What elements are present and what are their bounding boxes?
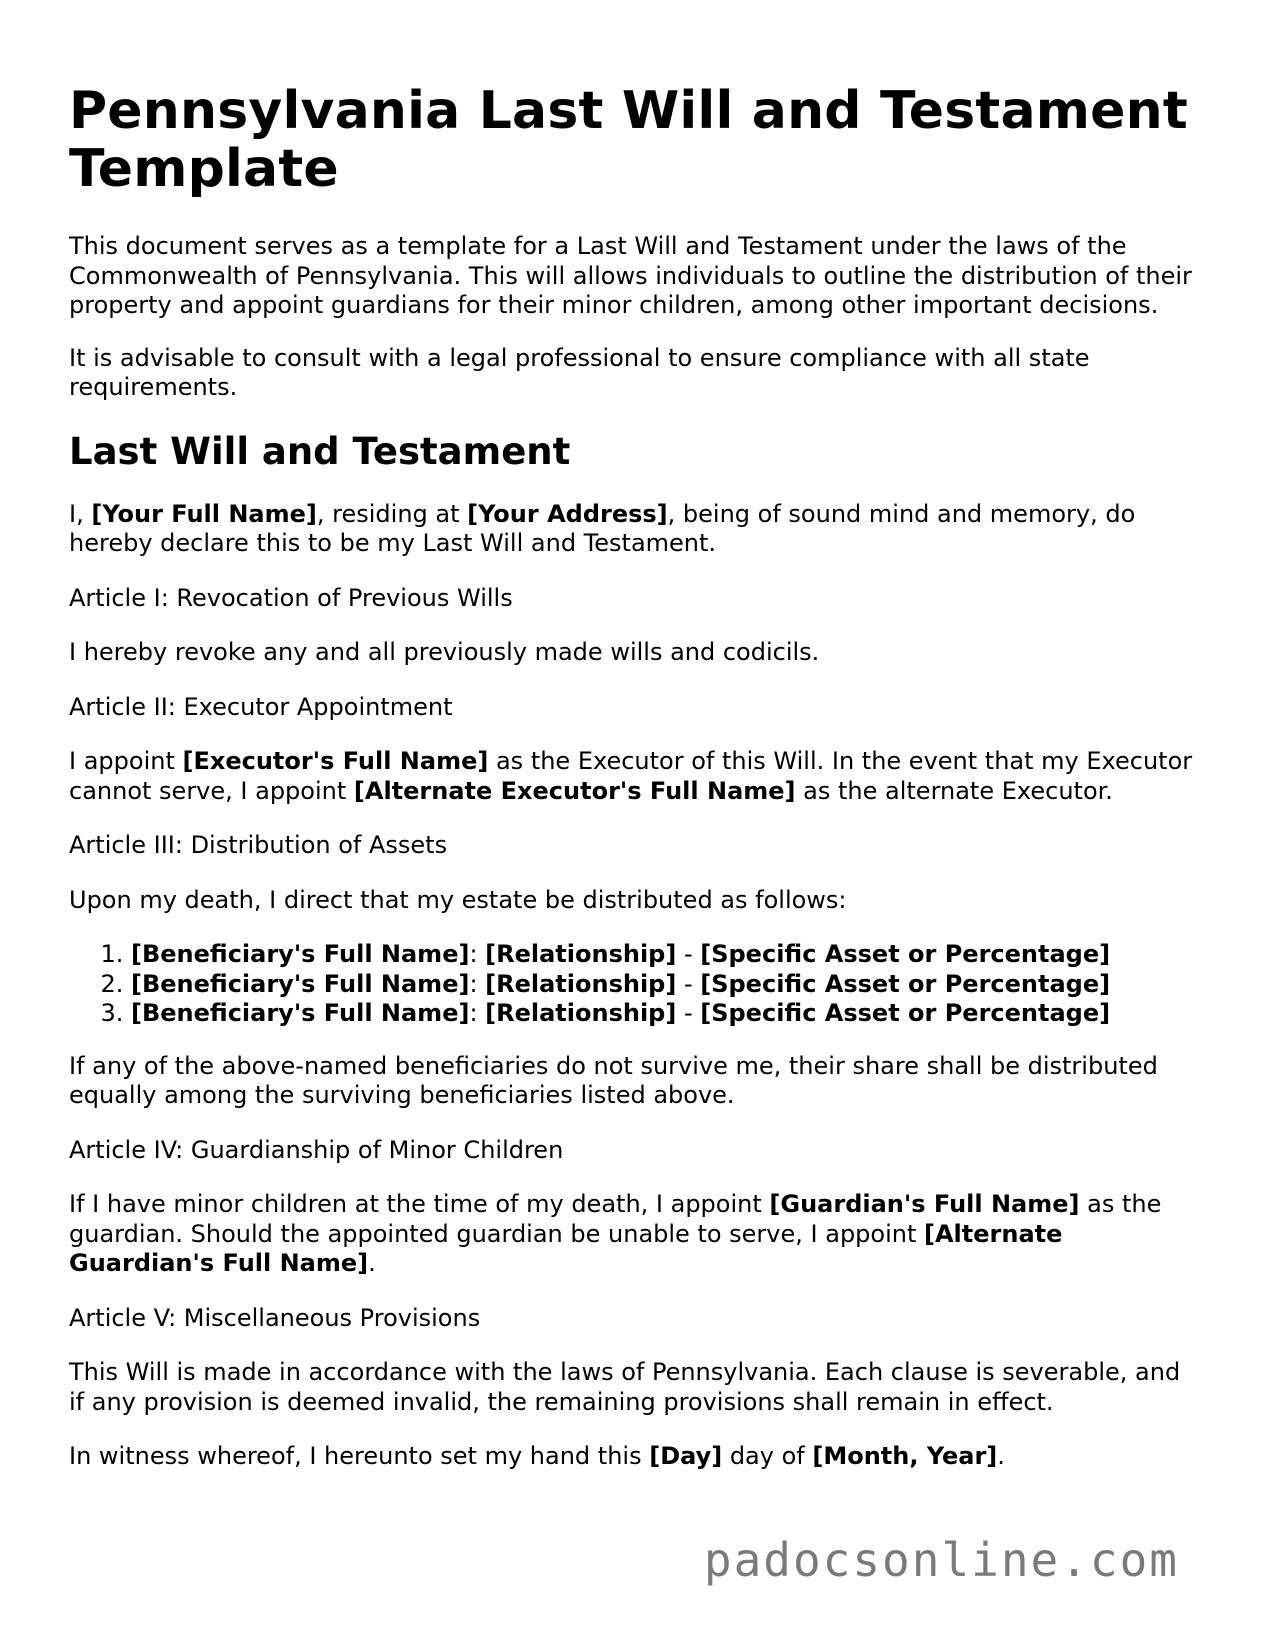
intro-paragraph: This document serves as a template for a Last Will and Testament under the laws of the Commonwealth of Pennsylvania. This will allows individuals to outline the distribution of their property and appoint guardians for their minor children, among other important decisions.: [69, 232, 1192, 319]
article-5-heading: Article V: Miscellaneous Provisions: [69, 1303, 481, 1332]
alternate-guardian-placeholder: [Alternate Guardian's Full Name]: [69, 1219, 1063, 1277]
beneficiary-item: 2. [Beneficiary's Full Name]: [Relationship] - [Specific Asset or Percentage]: [131, 970, 1199, 1000]
article-4-heading: Article IV: Guardianship of Minor Children: [69, 1135, 564, 1164]
beneficiary-item: 3. [Beneficiary's Full Name]: [Relationship] - [Specific Asset or Percentage]: [131, 999, 1199, 1029]
section-title: Last Will and Testament: [69, 429, 571, 473]
article-2-heading: Article II: Executor Appointment: [69, 692, 453, 721]
article-4-body: If I have minor children at the time of my death, I appoint [Guardian's Full Name] as the guardian. Should the appointed guardian be unable to serve, I appoint [Alternate Guardian's Full Name].: [69, 1190, 1162, 1277]
article-1-body: I hereby revoke any and all previously made wills and codicils.: [69, 638, 820, 666]
witness-paragraph: In witness whereof, I hereunto set my hand this [Day] day of [Month, Year].: [69, 1442, 1005, 1470]
article-2-body: I appoint [Executor's Full Name] as the Executor of this Will. In the event that my Executor cannot serve, I appoint [Alternate Executor's Full Name] as the alternate Executor.: [69, 747, 1193, 805]
day-placeholder: [Day]: [649, 1442, 723, 1470]
article-3-closing: If any of the above-named beneficiaries do not survive me, their share shall be distributed equally among the surviving beneficiaries listed above.: [69, 1051, 1158, 1109]
your-name-placeholder: [Your Full Name]: [91, 499, 317, 528]
article-3-intro: Upon my death, I direct that my estate be distributed as follows:: [69, 885, 847, 914]
declaration-paragraph: I, [Your Full Name], residing at [Your Address], being of sound mind and memory, do hereby declare this to be my Last Will and Testament.: [69, 499, 1136, 557]
article-3-heading: Article III: Distribution of Assets: [69, 831, 448, 859]
beneficiary-item: 1. [Beneficiary's Full Name]: [Relationship] - [Specific Asset or Percentage]: [131, 940, 1199, 970]
month-year-placeholder: [Month, Year]: [812, 1442, 998, 1470]
your-address-placeholder: [Your Address]: [467, 499, 668, 528]
alternate-executor-placeholder: [Alternate Executor's Full Name]: [353, 776, 796, 805]
document-page: [69, 82, 1199, 1497]
article-1-heading: Article I: Revocation of Previous Wills: [69, 583, 513, 612]
executor-placeholder: [Executor's Full Name]: [182, 747, 489, 775]
beneficiary-list: [69, 940, 1199, 1029]
guardian-placeholder: [Guardian's Full Name]: [769, 1190, 1080, 1218]
site-watermark: padocsonline.com: [703, 1533, 1179, 1587]
advice-paragraph: It is advisable to consult with a legal professional to ensure compliance with all state requirements.: [69, 343, 1090, 401]
page-title: Pennsylvania Last Will and Testament Template: [69, 81, 1188, 199]
article-5-body: This Will is made in accordance with the laws of Pennsylvania. Each clause is severable, and if any provision is deemed invalid, the remaining provisions shall remain in effect.: [69, 1358, 1181, 1416]
